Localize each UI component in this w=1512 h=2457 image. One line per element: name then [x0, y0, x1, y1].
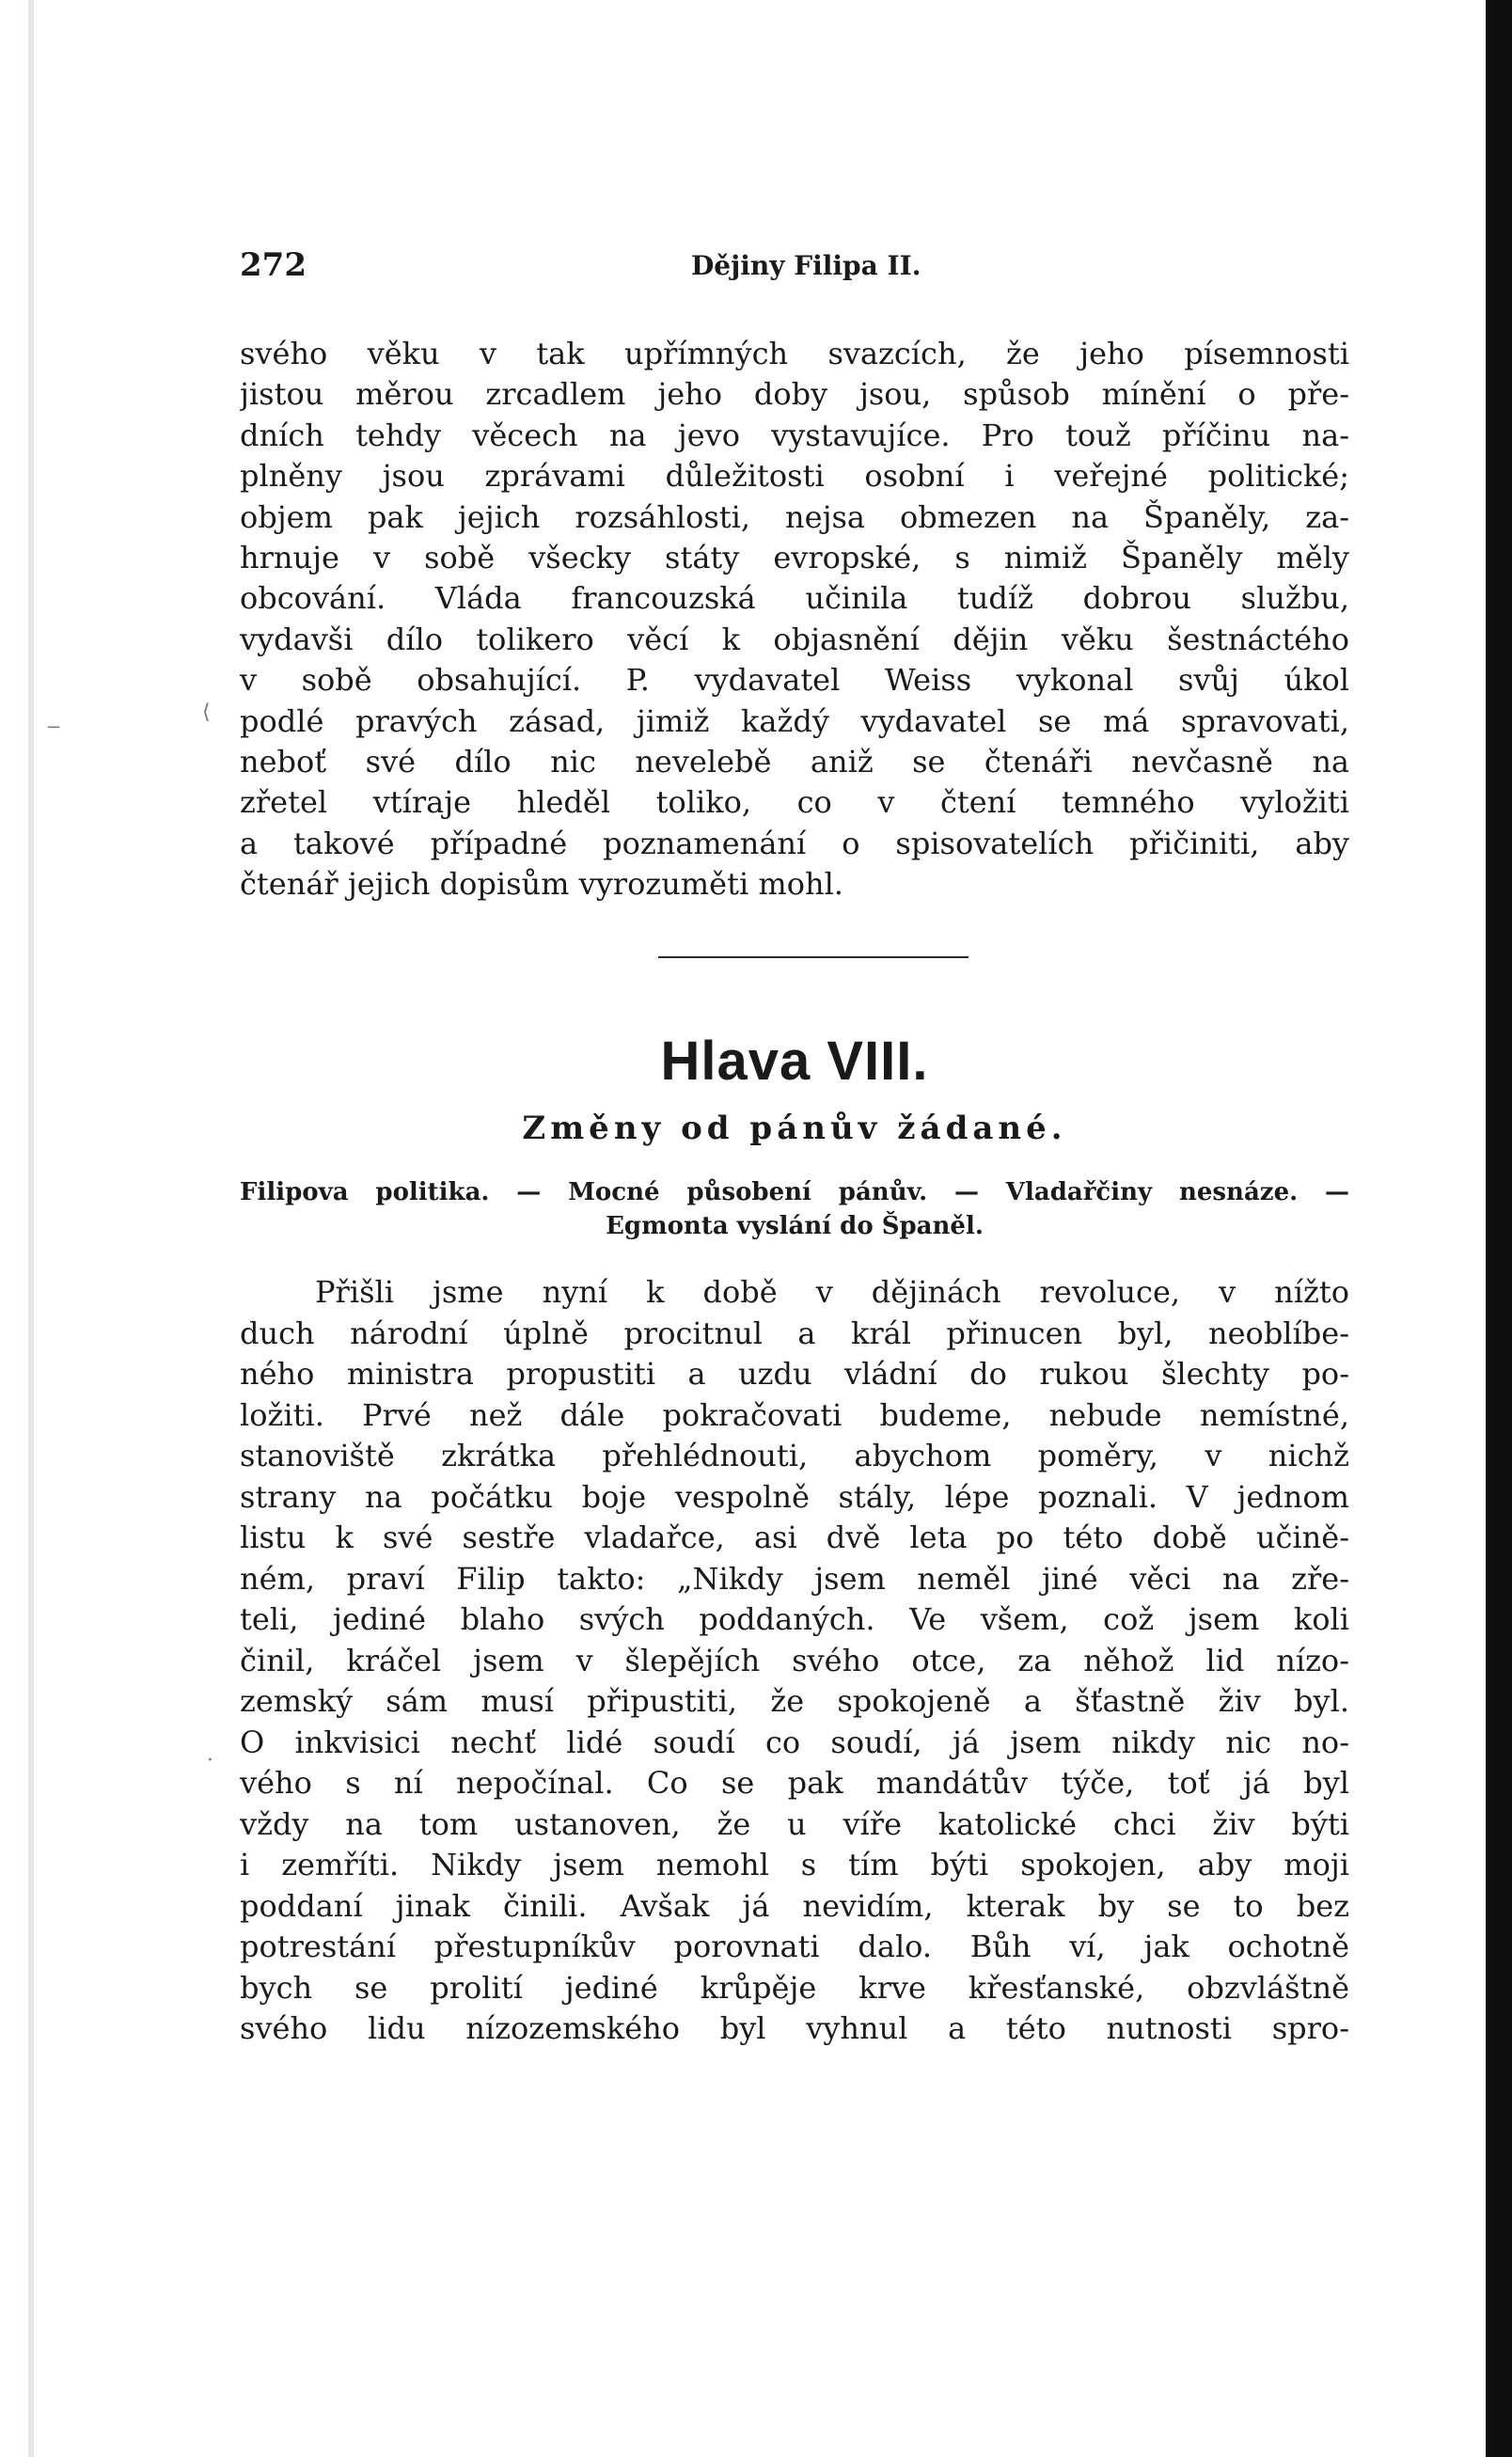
- summary-line: Filipova politika. — Mocné působení pánův. — Vladařčiny nesnáze. —: [240, 1178, 1349, 1206]
- paragraph-continued: [240, 334, 1349, 905]
- text-line: hrnuje v sobě všecky státy evropské, s nimiž Španěly měly: [240, 539, 1349, 575]
- running-title: Dějiny Filipa II.: [691, 250, 921, 281]
- text-line: ložiti. Prvé než dále pokračovati budeme, nebude nemístné,: [240, 1396, 1349, 1433]
- margin-bracket-mark: ⟨: [202, 701, 211, 724]
- text-line: zemský sám musí připustiti, že spokojeně a šťastně živ byl.: [240, 1683, 1349, 1719]
- chapter-subtitle: Změny od pánův žádané.: [522, 1110, 1067, 1147]
- text-line: i zemříti. Nikdy jsem nemohl s tím býti spokojen, aby moji: [240, 1847, 1349, 1882]
- text-line: objem pak jejich rozsáhlosti, nejsa obmezen na Španěly, za-: [240, 498, 1349, 535]
- text-line: zřetel vtíraje hleděl toliko, co v čtení temného vyložiti: [240, 784, 1349, 821]
- text-line: obcování. Vláda francouzská učinila tudíž dobrou službu,: [240, 580, 1349, 617]
- text-line: duch národní úplně procitnul a král přinucen byl, neoblíbe-: [240, 1315, 1349, 1351]
- text-line: listu k své sestře vladařce, asi dvě leta po této době učině-: [240, 1520, 1349, 1555]
- text-line: O inkvisici nechť lidé soudí co soudí, já jsem nikdy nic no-: [240, 1724, 1349, 1760]
- chapter-title: Hlava VIII.: [660, 1031, 929, 1092]
- text-line: bych se prolití jediné krůpěje krve křesťanské, obzvláštně: [240, 1969, 1349, 2006]
- text-line: dních tehdy věcech na jevo vystavujíce. Pro touž příčinu na-: [240, 417, 1349, 453]
- text-line: podlé pravých zásad, jimiž každý vydavatel se má spravovati,: [240, 702, 1349, 739]
- book-page: [28, 0, 1484, 2457]
- text-line: v sobě obsahující. P. vydavatel Weiss vykonal svůj úkol: [240, 662, 1349, 699]
- scan-edge-right: [1486, 0, 1512, 2457]
- chapter-summary: [240, 1175, 1349, 1243]
- text-line: strany na počátku boje vespolně stály, lépe poznali. V jednom: [240, 1478, 1349, 1515]
- scan-edge-left: [28, 0, 34, 2457]
- text-line: teli, jediné blaho svých poddaných. Ve všem, což jsem koli: [240, 1601, 1349, 1637]
- text-line: ném, praví Filip takto: „Nikdy jsem neměl jiné věci na zře-: [240, 1560, 1349, 1597]
- section-divider: [658, 956, 969, 958]
- text-line: a takové případné poznamenání o spisovatelích přičiniti, aby: [240, 825, 1349, 861]
- chapter-paragraph: [240, 1272, 1349, 2050]
- text-line: poddaní jinak činili. Avšak já nevidím, kterak by se to bez: [240, 1887, 1349, 1924]
- page-number: 272: [240, 246, 307, 284]
- text-line: vydavši dílo tolikero věcí k objasnění dějin věku šestnáctého: [240, 621, 1349, 657]
- text-line: vého s ní nepočínal. Co se pak mandátův týče, toť já byl: [240, 1765, 1349, 1801]
- text-line: plněny jsou zprávami důležitosti osobní i veřejné politické;: [240, 458, 1349, 495]
- text-line: svého věku v tak upřímných svazcích, že jeho písemnosti: [240, 336, 1349, 371]
- text-line: stanoviště zkrátka přehlédnouti, abychom poměry, v nichž: [240, 1438, 1349, 1473]
- summary-line: Egmonta vyslání do Španěl.: [606, 1212, 984, 1240]
- text-line: jistou měrou zrcadlem jeho doby jsou, spůsob mínění o pře-: [240, 376, 1349, 413]
- page-header: [240, 246, 1349, 293]
- text-line: Přišli jsme nyní k době v dějinách revoluce, v nížto: [315, 1274, 1349, 1310]
- text-line: vždy na tom ustanoven, že u víře katolické chci živ býti: [240, 1805, 1349, 1842]
- margin-smudge: ‒: [47, 715, 60, 738]
- text-line: čtenář jejich dopisům vyrozuměti mohl.: [240, 866, 843, 903]
- margin-dot: ·: [207, 1749, 213, 1772]
- text-line: činil, kráčel jsem v šlepějích svého otce, za něhož lid nízo-: [240, 1642, 1349, 1678]
- text-line: svého lidu nízozemského byl vyhnul a této nutnosti spro-: [240, 2010, 1349, 2046]
- text-line: ného ministra propustiti a uzdu vládní do rukou šlechty po-: [240, 1356, 1349, 1392]
- text-line: potrestání přestupníkův porovnati dalo. Bůh ví, jak ochotně: [240, 1929, 1349, 1964]
- text-line: neboť své dílo nic nevelebě aniž se čtenáři nevčasně na: [240, 743, 1349, 780]
